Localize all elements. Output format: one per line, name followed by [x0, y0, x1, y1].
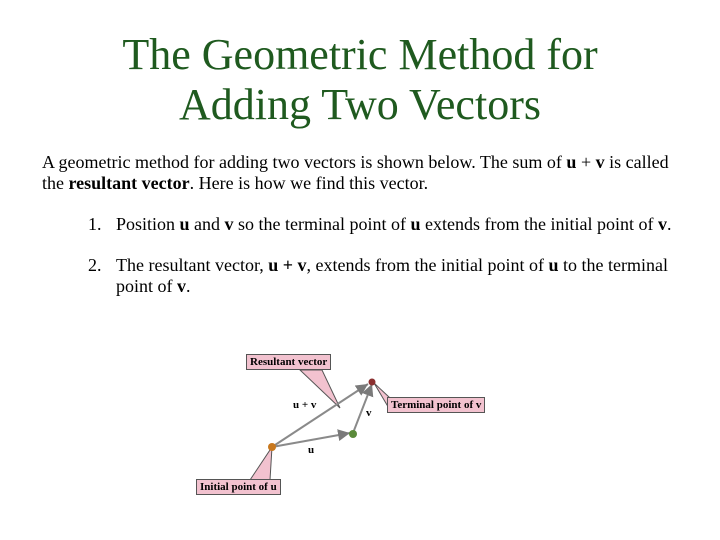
step-1-bold-v: v — [224, 214, 234, 234]
step-1-bold-v2: v — [658, 214, 667, 234]
u-label: u — [308, 444, 315, 456]
step-1-text-d: extends from the initial point of — [420, 214, 658, 234]
intro-text-2: is called the — [42, 152, 669, 193]
step-2-text-c: to the terminal point of — [116, 255, 668, 296]
step-1-text-c: so the terminal point of — [233, 214, 411, 234]
step-2-text-b: , extends from the initial point of — [306, 255, 549, 275]
intro-u: u — [566, 152, 577, 172]
intro-text-3: . Here is how we find this vector. — [189, 173, 429, 193]
step-2-bold-u: u — [548, 255, 559, 275]
intro-v: v — [595, 152, 605, 172]
step-1-text-b: and — [189, 214, 225, 234]
intro-text-1: A geometric method for adding two vectors is shown below. The sum of — [42, 152, 567, 172]
step-2-text-d: . — [186, 276, 191, 296]
step-2-text-a: The resultant vector, — [116, 255, 269, 275]
step-2-bold-v: v — [177, 276, 186, 296]
initial-point-v — [349, 430, 357, 438]
resultant-vector-callout: Resultant vector — [246, 354, 331, 370]
step-number: 2. — [88, 255, 102, 275]
initial-point-callout: Initial point of u — [196, 479, 281, 495]
intro-plus: + — [576, 152, 596, 172]
step-1-text-e: . — [667, 214, 672, 234]
step-number: 1. — [88, 214, 102, 234]
terminal-point-callout: Terminal point of v — [387, 397, 485, 413]
initial-point-u — [268, 443, 276, 451]
intro-resultant: resultant vector — [68, 173, 190, 193]
terminal-point-v — [369, 379, 376, 386]
v-label: v — [366, 407, 372, 419]
step-1-bold-u: u — [179, 214, 190, 234]
step-2-bold-sum: u + v — [268, 255, 307, 275]
step-1-bold-u2: u — [410, 214, 421, 234]
title-line-1: The Geometric Method for — [122, 30, 598, 79]
initial-callout-pointer — [250, 447, 272, 480]
title-line-2: Adding Two Vectors — [179, 80, 541, 129]
sum-label: u + v — [293, 399, 317, 411]
step-1-text-a: Position — [116, 214, 180, 234]
